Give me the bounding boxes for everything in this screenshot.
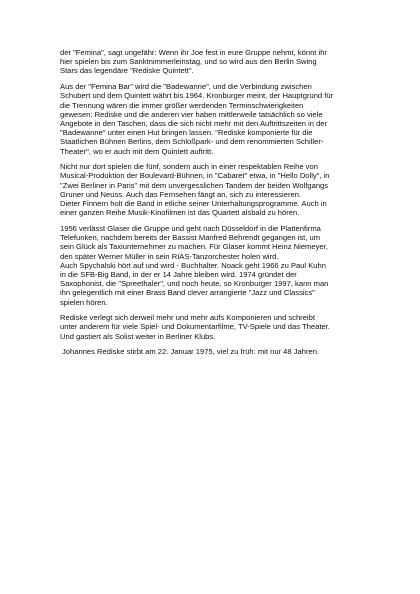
paragraph-5 bbox=[60, 313, 382, 341]
text-line: 1956 verlässt Glaser die Gruppe und geht nach Düsseldorf in die Plattenfirma bbox=[60, 223, 321, 233]
text-line: Stars das legendäre "Rediske Quintett". bbox=[60, 66, 194, 76]
text-line: Angebote in den Taschen, dass die sich nicht mehr mit den Auftrittszeiten in der bbox=[60, 118, 328, 128]
text-line: sein Glück als Taxiunternehmer zu machen. Für Glaser kommt Heinz Niemeyer, bbox=[60, 242, 328, 252]
text-line: in die SFB-Big Band, in der er 14 Jahre bleiben wird. 1974 gründet der bbox=[60, 269, 297, 279]
text-line: Dieter Finnern holt die Band in etliche seiner Unterhaltungsprogramme. Auch in bbox=[60, 199, 327, 209]
text-line: Und gastiert als Solist weiter in Berliner Klubs. bbox=[60, 331, 216, 341]
document-body bbox=[60, 48, 382, 363]
text-line: Auch Spychalski hört auf und wird - Buchhalter. Noack geht 1966 zu Paul Kuhn bbox=[60, 260, 326, 270]
text-line: ihn gelegentlich mit einer Brass Band clever arrangierte "Jazz und Classics" bbox=[60, 288, 315, 298]
text-line: der "Femina", sagt ungefähr: Wenn ihr Joe fest in eure Gruppe nehmt, könnt ihr bbox=[60, 48, 327, 57]
text-line: die Trennung wären die immer größer werdenden Terminschwierigkeiten bbox=[60, 100, 304, 110]
text-line: unter anderem für viele Spiel- und Dokumentarfilme, TV-Spiele und das Theater. bbox=[60, 322, 330, 332]
text-line: "Badewanne" unter einen Hut bringen lassen. "Rediske komponierte für die bbox=[60, 128, 313, 138]
text-line: Musical-Produktion der Boulevard-Bühnen, in "Cabaret" etwa, in "Hello Dolly", in bbox=[60, 171, 330, 181]
paragraph-1 bbox=[60, 48, 382, 76]
text-line: Schubert und dem Quintett währt bis 1964. Kronburger meint, der Hauptgrund für bbox=[60, 91, 334, 101]
paragraph-6 bbox=[60, 347, 382, 356]
text-line: den später Werner Müller in sein RIAS-Tanzorchester holen wird. bbox=[60, 251, 279, 261]
paragraph-3 bbox=[60, 162, 382, 217]
text-line: Johannes Rediske stirbt am 22. Januar 1975, viel zu früh: mit nur 48 Jahren. bbox=[62, 347, 320, 357]
text-line: gewesen: Rediske und die anderen vier haben mittlerweile tatsächlich so viele bbox=[60, 109, 323, 119]
text-line: Saxophonist, die "Spreethaler", und noch heute, so Kronburger 1997, kann man bbox=[60, 279, 329, 289]
paragraph-2 bbox=[60, 82, 382, 156]
text-line: Gruner und Neuss. Auch das Fernsehen fängt an, sich zu interessieren. bbox=[60, 189, 302, 199]
text-line: Nicht nur dort spielen die fünf, sondern auch in einer respektablen Reihe von bbox=[60, 162, 318, 172]
text-line: Staatlichen Bühnen Berlins, dem Schloßpark- und dem renommierten Schiller- bbox=[60, 137, 324, 147]
paragraph-4 bbox=[60, 224, 382, 307]
text-line: hier spielen bis zum Sanktnimmerleinstag, und so wird aus den Berlin Swing bbox=[60, 57, 317, 67]
text-line: spielen hören. bbox=[60, 297, 108, 307]
text-line: einer ganzen Reihe Musik-Kinofilmen ist das Quartett alsbald zu hören. bbox=[60, 208, 300, 218]
text-line: Telefunken, nachdem bereits der Bassist Manfred Behrendt gegangen ist, um bbox=[60, 233, 321, 243]
text-line: "Zwei Berliner in Paris" mit dem unvergesslichen Tandem der beiden Wolfgangs bbox=[60, 180, 329, 190]
text-line: Aus der "Femina Bar" wird die "Badewanne", und die Verbindung zwischen bbox=[60, 82, 312, 92]
text-line: Rediske verlegt sich derweil mehr und mehr aufs Komponieren und schreibt bbox=[60, 313, 315, 323]
text-line: Theater", wo er auch mit dem Quintett auftritt. bbox=[60, 146, 214, 156]
